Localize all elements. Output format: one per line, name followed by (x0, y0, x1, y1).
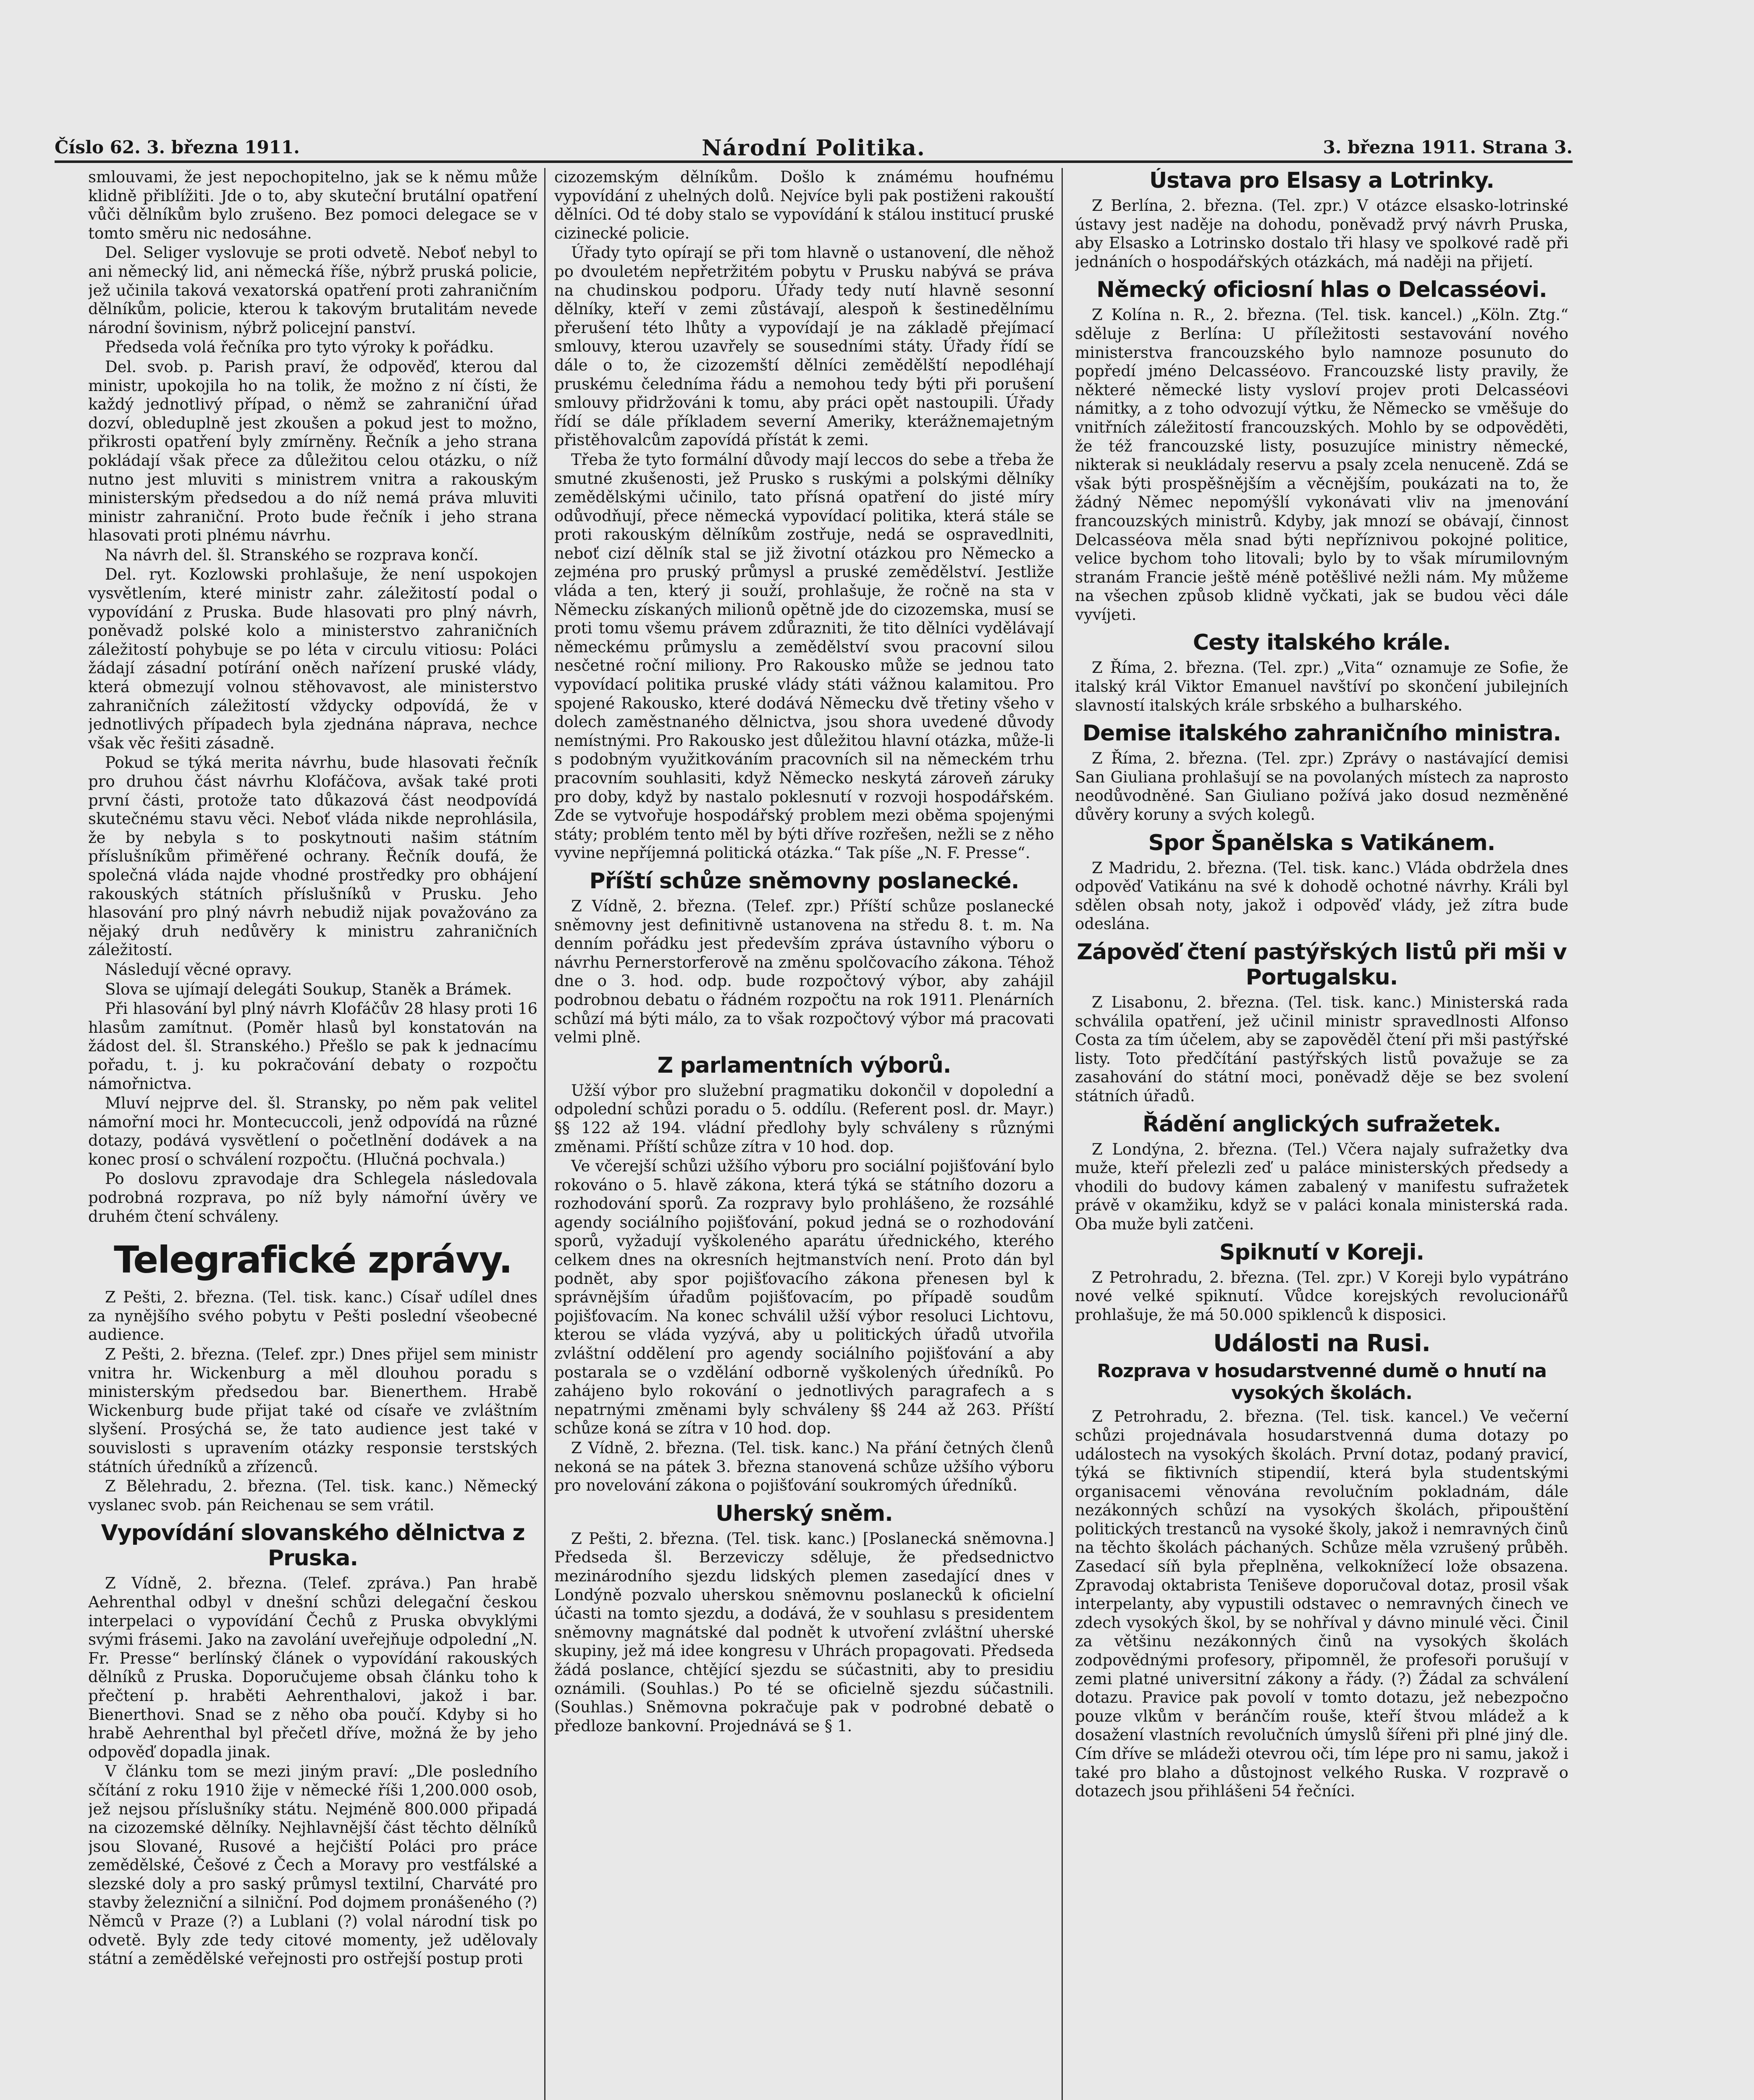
issue-date: Číslo 62. 3. března 1911. (55, 137, 300, 158)
newspaper-title: Národní Politika. (702, 135, 926, 161)
paragraph: Z Madridu, 2. března. (Tel. tisk. kanc.) Vláda obdržela dnes odpověď Vatikánu na své k dohodě ochotné návrhy. Králi byl sdělen obsah noty, jakož i odpověď vlády, jež zítra bude odeslána. (1075, 858, 1568, 933)
paragraph: Úřady tyto opírají se při tom hlavně o ustanovení, dle něhož po dvouletém nepřetržitém pobytu v Prusku nabývá se práva na chudinskou podporu. Úřady tedy nutí hlavně sesonní dělníky, kteří v zemi zůstávají, alespoň k šestinedělnímu přerušení této lhůty a vypovídají je na základě přejímací smlouvy, kterou uzavřely se sousedními státy. Úřady řídí se dále o to, že cizozemští dělníci zemědělští nepodléhají pruskému čeledníma řádu a nemohou tedy býti při porušení smlouvy přidržováni k tomu, aby práci opět nastoupili. Úřady řídí se dále příkladem severní Ameriky, kterážnemajetným přistěhovalcům zapovídá přístát k zemi. (554, 244, 1054, 449)
paragraph: Z Berlína, 2. března. (Tel. zpr.) V otázce elsasko-lotrinské ústavy jest naděje na dohodu, poněvadž prvý návrh Pruska, aby Elsasko a Lotrinsko dostalo tři hlasy ve spolkové radě při jednáních o hospodářských otázkách, má naději na přijetí. (1075, 197, 1568, 271)
paragraph: Mluví nejprve del. šl. Stransky, po něm pak velitel námořní moci hr. Montecuccoli, jenž odpovídá na různé dotazy, podává vysvětlení o početlnění dodávek a na konec prosí o schválení rozpočtu. (Hlučná pochvala.) (88, 1094, 537, 1168)
article-heading: Spiknutí v Koreji. (1219, 1239, 1424, 1265)
article-heading: Příští schůze sněmovny poslanecké. (589, 868, 1019, 894)
article-heading: Německý oficiosní hlas o Delcasséovi. (1096, 277, 1547, 303)
paragraph: Z Vídně, 2. března. (Telef. zpráva.) Pan hrabě Aehrenthal odbyl v dnešní schůzi delegační českou interpelaci o vypovídání Čechů z Pruska obvyklými svými frásemi. Jako na zavolání uveřejňuje odpolední „N. Fr. Presse“ berlínský článek o vypovídání rakouských dělníků z Pruska. Doporučujeme obsah článku toho k přečtení p. hraběti Aehrenthalovi, jakož i bar. Bienerthovi. Snad se z něho oba poučí. Kdyby si ho hrabě Aehrenthal byl přečetl dříve, možná že by jeho odpověď dopadla jinak. (88, 1574, 537, 1761)
column-rule (1062, 168, 1063, 2100)
article-heading: Události na Rusi. (1213, 1330, 1430, 1357)
paragraph: Z Petrohradu, 2. března. (Tel. zpr.) V Koreji bylo vypátráno nové velké spiknutí. Vůdce korejských revolucionářů prohlašuje, že má 50.000 spiklenců k disposici. (1075, 1268, 1568, 1324)
paragraph: Z Pešti, 2. března. (Tel. tisk. kanc.) Císař udílel dnes za nynějšího svého pobytu v Pešti poslední všeobecné audience. (88, 1288, 537, 1344)
article-heading: Cesty italského krále. (1193, 630, 1451, 656)
article-heading: Spor Španělska s Vatikánem. (1148, 830, 1495, 856)
article-heading: Z parlamentních výborů. (657, 1053, 951, 1078)
paragraph: Ve včerejší schůzi užšího výboru pro sociální pojišťování bylo rokováno o 5. hlavě zákona, která týká se státního dozoru a rozhodování sporů. Za rozpravy bylo prohlášeno, že rozsáhlé agendy sociálního pojišťování, pokud jedná se o rozhodování sporů, vyžadují vyškoleného aparátu úřednického, kterého celkem dnes na okresních hejtmanstvích není. Proto dán byl podnět, aby spor pojišťovacího zákona přenesen byl k správnějším úřadům pojišťovacím, po případě soudům pojišťovacím. Na konec schválil užší výbor resoluci Lichtovu, kterou se vláda vyzývá, aby u politických úřadů utvořila zvláštní oddělení pro agendy sociálního pojišťování a aby postarala se o vzdělání odborně vyškolených úředníků. Po zahájeno bylo rokování o jednotlivých paragrafech a s nepatrnými změnami byly schváleny §§ 244 až 263. Příští schůze koná se zítra v 10 hod. dop. (554, 1157, 1054, 1438)
column-3 (1075, 168, 1568, 2100)
paragraph: smlouvami, že jest nepochopitelno, jak se k němu může klidně přiblížiti. Jde o to, aby skuteční brutální opatření vůči dělníkům bylo zrušeno. Bez pomoci delegace se v tomto směru nic nedosáhne. (88, 168, 537, 242)
paragraph: Z Londýna, 2. března. (Tel.) Včera najaly sufražetky dva muže, kteří přelezli zeď u paláce ministerských předsedy a vhodili do budovy kámen zabalený v manifestu sufražetek právě v okamžiku, když se v paláci konala ministerská rada. Oba muže byli zatčeni. (1075, 1140, 1568, 1233)
paragraph: Del. Seliger vyslovuje se proti odvetě. Neboť nebyl to ani německý lid, ani německá říše, nýbrž pruská policie, jež učinila taková vexatorská opatření proti zahraničním dělníkům, policie, kterou k takovým brutalitám nevede národní šovinism, nýbrž policejní panství. (88, 244, 537, 337)
paragraph: Z Říma, 2. března. (Tel. zpr.) „Vita“ oznamuje ze Sofie, že italský král Viktor Emanuel navštíví po skončení jubilejních slavností italských krále srbského a bulharského. (1075, 659, 1568, 714)
article-heading: Uherský sněm. (716, 1501, 893, 1526)
paragraph: Následují věcné opravy. (105, 960, 292, 979)
paragraph: Při hlasování byl plný návrh Klofáčův 28 hlasy proti 16 hlasům zamítnut. (Poměr hlasů byl konstatován na žádost del. šl. Stranského.) Přešlo se pak k jednacímu pořadu, t. j. ku pokračování debaty o rozpočtu námořnictva. (88, 1000, 537, 1093)
paragraph: Z Pešti, 2. března. (Tel. tisk. kanc.) [Poslanecká sněmovna.] Předseda šl. Berzeviczy sděluje, že předsednictvo mezinárodního sjezdu lidských plemen zasedající dnes v Londýně pozvalo uherskou sněmovnu poslanecků k oficielní účasti na tomto sjezdu, a dodává, že v souhlasu s presidentem sněmovny magnátské dal podnět k utvoření zvláštní uherské skupiny, jež má idee kongresu v Uhrách propagovati. Předseda žádá poslance, chtějící sjezdu se súčastniti, aby to presidiu oznámili. (Souhlas.) Po té se oficielně sjezdu súčastnili. (Souhlas.) Sněmovna pokračuje pak v podrobné debatě o předloze bankovní. Projednává se § 1. (554, 1529, 1054, 1735)
article-heading: Ústava pro Elsasy a Lotrinky. (1149, 168, 1494, 193)
paragraph: Del. ryt. Kozlowski prohlašuje, že není uspokojen vysvětlením, které ministr zahr. záležitostí podal o vypovídání z Pruska. Bude hlasovati pro plný návrh, poněvadž polské kolo a ministerstvo zahraničních záležitostí pohybuje se po léta v circulu vitiosu: Poláci žádají zásadní potírání oněch nařízení pruské vlády, která obmezují volnou stěhovavost, ale ministerstvo zahraničních záležitostí vždycky odpovídá, že v jednotlivých případech byla zjednána náprava, nechce však věc řešiti zásadně. (88, 565, 537, 752)
article-heading: Demise italského zahraničního ministra. (1082, 721, 1561, 746)
column-1 (88, 168, 537, 2100)
paragraph: Na návrh del. šl. Stranského se rozprava končí. (105, 546, 479, 564)
paragraph: Z Říma, 2. března. (Tel. zpr.) Zprávy o nastávající demisi San Giuliana prohlašují se na povolaných místech za naprosto neodůvodněné. San Giuliano požívá jako dosud nezměněné důvěry koruny a svých kolegů. (1075, 749, 1568, 824)
paragraph: Slova se ujímají delegáti Soukup, Staněk a Brámek. (105, 980, 512, 998)
article-heading: Vypovídání slovanského dělnictva z Pruska. (101, 1520, 525, 1571)
paragraph: Užší výbor pro služební pragmatiku dokončil v dopolední a odpolední schůzi poradu o 5. oddílu. (Referent posl. dr. Mayr.) §§ 122 až 194. vládní předlohy byly schváleny s různými změnami. Příští schůze zítra v 10 hod. dop. (554, 1081, 1054, 1156)
paragraph: Z Pešti, 2. března. (Telef. zpr.) Dnes přijel sem ministr vnitra hr. Wickenburg a měl dlouhou poradu s ministerským předsedou bar. Bienerthem. Hrabě Wickenburg bude přijat také od císaře ve zvláštním slyšení. Prosýchá se, že tato audience jest také v souvislosti s upravením otázky responsie terstských státních úředníků a zřízenců. (88, 1345, 537, 1476)
paragraph: Předseda volá řečníka pro tyto výroky k pořádku. (105, 338, 494, 357)
paragraph: Třeba že tyto formální důvody mají leccos do sebe a třeba že smutné zkušenosti, jež Prusko s ruskými a polskými dělníky zemědělskými učinilo, tato přísná opatření do jisté míry odůvodňují, přece německá vypovídací politika, která stále se proti rakouským dělníkům zostřuje, nedá se ospravedlniti, neboť cizí dělník stal se již životní otázkou pro Německo a zejména pro pruský průmysl a pruské zemědělství. Jestliže vláda a ten, který ji souží, prohlašuje, že ročně na sta v Německu získaných milionů opětně jde do cizozemska, musí se proti tomu všemu právem zdůrazniti, že tito dělníci vydělávají německému průmyslu a zemědělství svou pracovní silou nesčetné roční miliony. Pro Rakousko může se jednou tato vypovídací politika pruské vlády státi vážnou kalamitou. Pro spojené Rakousko, které dodává Německu dvě třetiny všeho v dolech zaměstnaného dělnictva, jsou shora uvedené důvody nemístnými. Pro Rakousko jest důležitou hlavní otázka, může-li s podobným využitkováním pracovních sil na německém trhu pracovním souhlasiti, když Německo neskytá zároveň záruky pro doby, když by nastalo poklesnutí v rozvoji hospodářském. Zde se vytvořuje hospodářský problem mezi oběma spojenými státy; problém tento měl by býti dříve rozřešen, nežli se z něho vyvine nepříjemná politická otázka.“ Tak píše „N. F. Presse“. (554, 450, 1054, 862)
paragraph: Po doslovu zpravodaje dra Schlegela následovala podrobná rozprava, po níž byly námořní úvěry ve druhém čtení schváleny. (88, 1170, 537, 1226)
paragraph: Del. svob. p. Parish praví, že odpověď, kterou dal ministr, upokojila ho na tolik, že možno z ní čísti, že každý jednotlivý případ, o němž se zahraniční úřad dozví, obleduplně jest zkoušen a pokud jest to možno, přikrosti opatření byly zmírněny. Řečník a jeho strana pokládají však přece za důležitou celou otázku, o níž nutno jest mluviti s ministrem vnitra a rakouským ministerským předsedou a do níž nemá práva mluviti ministr zahraniční. Proto bude řečník i jeho strana hlasovati proti plnému návrhu. (88, 357, 537, 545)
masthead (55, 135, 1573, 163)
article-heading: Řádění anglických sufražetek. (1142, 1111, 1501, 1137)
paragraph: V článku tom se mezi jiným praví: „Dle posledního sčítání z roku 1910 žije v německé říši 1,200.000 osob, jež nejsou příslušníky státu. Nejméně 800.000 připadá na cizozemské dělníky. Nejhlavnější část těchto dělníků jsou Slované, Rusové a hejčiští Poláci pro práce zemědělské, Češové z Čech a Moravy pro vestfálské a slezské doly a pro saský průmysl textilní, Charváté pro stavby železniční a silniční. Pod dojmem pronášeného (?) Němců v Praze (?) a Lublani (?) volal národní tisk po odvetě. Byly zde tedy citové momenty, jež udělovaly státní a zemědělské veřejnosti pro ostřejší postup proti (88, 1762, 537, 1968)
paragraph: Z Kolína n. R., 2. března. (Tel. tisk. kancel.) „Köln. Ztg.“ sděluje z Berlína: U příležitosti sestavování nového ministerstva francouzského bylo namnoze posunuto do popředí jméno Delcasséovo. Francouzské listy pravily, že některé německé listy vysloví projev proti Delcasséovi námitky, a z toho odvozují výtku, že Německo se vměšuje do vnitřních záležitostí francouzských. Mohlo by se odpověděti, že též francouzské listy, posuzujíce ministry německé, nikterak si neukládaly reservu a psaly zcela nenuceně. Zdá se však býti prospěšnějším a věcnějším, poukázati na to, že žádný Němec nepomýšlí vykonávati vliv na jmenování francouzských ministrů. Kdyby, jak mnozí se obávají, činnost Delcasséova měla snad býti nepříznivou pokojné politice, velice bychom toho litovali; bylo by to však mírumilovným stranám Francie ještě méně potěšlivé nežli nám. My můžeme na všechen způsob klidně vyčkati, jak se budou věci dále vyvíjeti. (1075, 306, 1568, 624)
paragraph: cizozemským dělníkům. Došlo k známému houfnému vypovídání z uhelných dolů. Nejvíce byli pak postiženi rakouští dělníci. Od té doby stalo se vypovídání k stálou institucí pruské cizinecké policie. (554, 168, 1054, 242)
paragraph: Z Lisabonu, 2. března. (Tel. tisk. kanc.) Ministerská rada schválila opatření, jež učinil ministr spravedlnosti Alfonso Costa za tím účelem, aby se zapověděl čtení při mši pastýřské listy. Toto předčítání pastýřských listů považuje se za zasahování do státní moci, poněvadž děje se bez svolení státních úřadů. (1075, 993, 1568, 1105)
article-heading: Zápověď čtení pastýřských listů při mši v Portugalsku. (1077, 940, 1567, 990)
page-date: 3. března 1911. Strana 3. (1323, 137, 1573, 158)
column-2 (554, 168, 1054, 2100)
paragraph: Z Vídně, 2. března. (Tel. tisk. kanc.) Na přání četných členů nekoná se na pátek 3. března stanovená schůze užšího výboru pro novelování zákona o pojišťování soukromých úředníků. (554, 1439, 1054, 1495)
section-heading: Telegrafické zprávy. (114, 1238, 512, 1282)
column-rule (544, 168, 545, 2100)
paragraph: Z Vídně, 2. března. (Telef. zpr.) Příští schůze poslanecké sněmovny jest definitivně ustanovena na středu 8. t. m. Na denním pořádku jest především zpráva ústavního výboru o návrhu Pernerstorferově na změnu spolčovacího zákona. Téhož dne o 3. hod. odp. bude rozpočtový výbor, aby zahájil podrobnou debatu o řádném rozpočtu na rok 1911. Plenárních schůzí má býti málo, za to však rozpočtový výbor má pracovati velmi plně. (554, 897, 1054, 1047)
article-subheading: Rozprava v hosudarstvenné dumě o hnutí na vysokých školách. (1097, 1360, 1547, 1404)
paragraph: Z Bělehradu, 2. března. (Tel. tisk. kanc.) Německý vyslanec svob. pán Reichenau se sem vrátil. (88, 1477, 537, 1514)
paragraph: Z Petrohradu, 2. března. (Tel. tisk. kancel.) Ve večerní schůzi projednávala hosudarstvenná duma dotazy po událostech na vysokých školách. První dotaz, podaný pravicí, týká se fiktivních stipendií, která byla studentskými organisacemi věnována revolučním pokladnám, dále nezákonných schůzí na vysokých školách, připouštění politických trestanců na vysoké školy, jakož i nemravných činů na těchto školách páchaných. Schůze měla vzrušený průběh. Zasedací síň byla přeplněna, velkoknížecí lože obsazena. Zpravodaj oktabrista Teniševe doporučoval dotaz, prosil však interpelanty, aby vypustili odstavec o nemravných činech ve zdech vysokých škol, by se nohříval y dávno minulé věci. Činil za většinu nezákonných činů na vysokých školách zodpovědnými profesory, připomněl, že profesoři porušují v zemi platné universitní zákony a řády. (?) Žádal za schválení dotazu. Pravice pak povolí v tomto dotazu, jež nebezpočno pouze vlkům v beránčím rouše, kteří štvou mládež a k dosažení vlastních revolučních úmyslů šířeni při plné jiný dle. Cím dříve se mládeži otevrou oči, tím lépe pro ni samu, jakož i také pro blaho a důstojnost velkého Ruska. V rozpravě o dotazech jsou přihlášeni 54 řečníci. (1075, 1407, 1568, 1801)
paragraph: Pokud se týká merita návrhu, bude hlasovati řečník pro druhou část návrhu Klofáčova, avšak také proti první části, protože tato důkazová část neodpovídá skutečnému stavu věci. Neboť vláda nikde neprohlásila, že by nebyla s to poskytnouti našim státním příslušníkům přiměřené ochrany. Řečník doufá, že společná vláda najde vhodné prostředky pro obhájení rakouských státních příslušníků v Prusku. Jeho hlasování pro plný návrh nebudiž nijak považováno za nějaký druh nedůvěry k ministru zahraničních záležitostí. (88, 753, 537, 959)
